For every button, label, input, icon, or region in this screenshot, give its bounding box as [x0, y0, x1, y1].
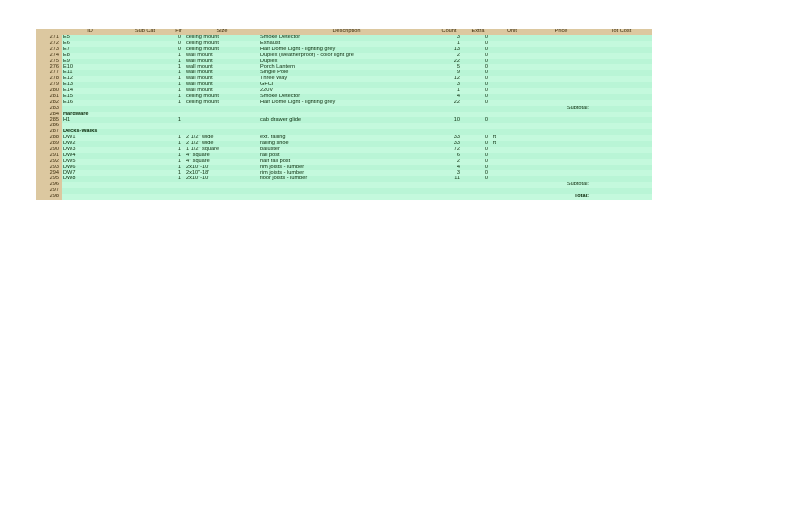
cell-id[interactable]	[62, 194, 118, 200]
cell-description[interactable]: Exhaust	[259, 41, 434, 47]
cell-size[interactable]: 1 1/2" square	[185, 147, 259, 153]
cell-count[interactable]: 3	[434, 35, 464, 41]
cell-floor[interactable]: 1	[172, 141, 185, 147]
cell-size[interactable]: ceiling mount	[185, 94, 259, 100]
cell-extra[interactable]: 0	[464, 100, 492, 106]
cell-id[interactable]: E16	[62, 100, 118, 106]
cell-description[interactable]: cab drawer glide	[259, 117, 434, 123]
cell-totcost[interactable]	[590, 194, 652, 200]
cell-extra[interactable]: 0	[464, 159, 492, 165]
cell-count[interactable]: 33	[434, 135, 464, 141]
col-subcat-header: Sub Cat	[118, 29, 172, 35]
cell-description[interactable]: Duplex (weatherproof) - color light gre	[259, 53, 434, 59]
cell-floor[interactable]	[172, 194, 185, 200]
cell-id[interactable]: H1	[62, 117, 118, 123]
row-number: 285	[36, 117, 62, 123]
cell-description[interactable]: Three Way	[259, 76, 434, 82]
row-number: 292	[36, 159, 62, 165]
row-number: 278	[36, 76, 62, 82]
cell-floor[interactable]: 1	[172, 59, 185, 65]
cell-size[interactable]: 2 1/2" wide	[185, 141, 259, 147]
row-number: 286	[36, 123, 62, 129]
row-number: 290	[36, 147, 62, 153]
cell-description[interactable]: rim joists - lumber	[259, 165, 434, 171]
cell-price[interactable]: Subtotal:	[532, 182, 590, 188]
cell-extra[interactable]: 0	[464, 94, 492, 100]
row-number: 298	[36, 194, 62, 200]
cell-id[interactable]: E12	[62, 76, 118, 82]
row-number: 283	[36, 106, 62, 112]
cell-floor[interactable]: 1	[172, 94, 185, 100]
cell-size[interactable]: wall mount	[185, 53, 259, 59]
col-size-header: Size	[185, 29, 259, 35]
cell-description[interactable]: baluster	[259, 147, 434, 153]
col-price-header: Price	[532, 29, 590, 35]
row-number: 288	[36, 135, 62, 141]
cell-extra[interactable]: 0	[464, 64, 492, 70]
cell-floor[interactable]: 1	[172, 100, 185, 106]
cell-id[interactable]: E8	[62, 53, 118, 59]
cell-id[interactable]: E11	[62, 70, 118, 76]
cell-floor[interactable]: 1	[172, 117, 185, 123]
cell-extra[interactable]: 0	[464, 76, 492, 82]
cell-extra[interactable]: 0	[464, 147, 492, 153]
row-number: 277	[36, 70, 62, 76]
cell-id[interactable]: E14	[62, 88, 118, 94]
cell-size[interactable]: 4" square	[185, 153, 259, 159]
cell-size[interactable]: ceiling mount	[185, 100, 259, 106]
cell-description[interactable]: rim joists - lumber	[259, 170, 434, 176]
cell-id[interactable]: E15	[62, 94, 118, 100]
cell-description[interactable]: half rail post	[259, 159, 434, 165]
cell-count[interactable]: 5	[434, 64, 464, 70]
cell-size[interactable]: 2x10"-10'	[185, 176, 259, 182]
cell-description[interactable]: Smoke Detector	[259, 35, 434, 41]
cell-floor[interactable]: 1	[172, 53, 185, 59]
cell-count[interactable]: 3	[434, 170, 464, 176]
cell-extra[interactable]: 0	[464, 117, 492, 123]
cell-count[interactable]: 11	[434, 176, 464, 182]
cell-count[interactable]: 1	[434, 88, 464, 94]
cell-floor[interactable]: 1	[172, 170, 185, 176]
cell-count[interactable]: 72	[434, 147, 464, 153]
cell-id[interactable]: DW4	[62, 153, 118, 159]
cell-id[interactable]: Decks-Walks	[62, 129, 118, 135]
cell-floor[interactable]: 0	[172, 35, 185, 41]
cell-extra[interactable]: 0	[464, 41, 492, 47]
cell-unit[interactable]: ft	[492, 135, 532, 141]
cell-description[interactable]: Porch Lantern	[259, 64, 434, 70]
row-number: 281	[36, 94, 62, 100]
cell-size[interactable]: ceiling mount	[185, 35, 259, 41]
cell-count[interactable]: 2	[434, 53, 464, 59]
cell-count[interactable]: 22	[434, 59, 464, 65]
row-number: 279	[36, 82, 62, 88]
cell-id[interactable]: DW6	[62, 165, 118, 171]
cell-extra[interactable]: 0	[464, 135, 492, 141]
table-row	[36, 194, 652, 200]
cell-extra[interactable]: 0	[464, 82, 492, 88]
row-number: 287	[36, 129, 62, 135]
cell-description[interactable]: rail post	[259, 153, 434, 159]
col-id-header: ID	[62, 29, 118, 35]
cell-description[interactable]: railing shoe	[259, 141, 434, 147]
row-number: 276	[36, 64, 62, 70]
cell-size[interactable]	[185, 194, 259, 200]
cell-floor[interactable]: 0	[172, 47, 185, 53]
row-number: 295	[36, 176, 62, 182]
cell-description[interactable]: Single Pole	[259, 70, 434, 76]
cell-extra[interactable]: 0	[464, 35, 492, 41]
cell-extra[interactable]	[464, 194, 492, 200]
cell-id[interactable]: DW8	[62, 176, 118, 182]
row-number: 271	[36, 35, 62, 41]
cell-id[interactable]: Hardware	[62, 112, 118, 118]
cell-description[interactable]: Half Dome Light - lighting grey	[259, 47, 434, 53]
row-number: 275	[36, 59, 62, 65]
row-number: 291	[36, 153, 62, 159]
cell-floor[interactable]: 1	[172, 135, 185, 141]
cell-description[interactable]: Half Dome Light - lighting grey	[259, 100, 434, 106]
cell-count[interactable]: 10	[434, 117, 464, 123]
col-flr-header: Flr	[172, 29, 185, 35]
cell-subcat[interactable]	[118, 194, 172, 200]
cell-unit[interactable]: ft	[492, 141, 532, 147]
cell-count[interactable]: 33	[434, 141, 464, 147]
row-number: 282	[36, 100, 62, 106]
cell-count[interactable]	[434, 194, 464, 200]
cell-description[interactable]: 220V	[259, 88, 434, 94]
cell-extra[interactable]: 0	[464, 170, 492, 176]
cell-size[interactable]: wall mount	[185, 88, 259, 94]
cell-price[interactable]: Subtotal:	[532, 106, 590, 112]
cell-floor[interactable]: 1	[172, 176, 185, 182]
cell-extra[interactable]: 0	[464, 47, 492, 53]
cell-count[interactable]: 1	[434, 41, 464, 47]
cell-id[interactable]: E5	[62, 35, 118, 41]
cell-count[interactable]: 3	[434, 82, 464, 88]
cell-size[interactable]: ceiling mount	[185, 41, 259, 47]
col-extra-header: Extra	[464, 29, 492, 35]
cell-id[interactable]: DW5	[62, 159, 118, 165]
cell-id[interactable]: E10	[62, 64, 118, 70]
cell-extra[interactable]: 0	[464, 59, 492, 65]
cell-id[interactable]: E9	[62, 59, 118, 65]
cell-size[interactable]: 2x10"-10'	[185, 165, 259, 171]
cell-floor[interactable]: 1	[172, 165, 185, 171]
cell-id[interactable]: E6	[62, 41, 118, 47]
cell-extra[interactable]: 0	[464, 88, 492, 94]
cell-count[interactable]: 6	[434, 153, 464, 159]
cell-floor[interactable]: 1	[172, 82, 185, 88]
cell-extra[interactable]: 0	[464, 53, 492, 59]
cell-floor[interactable]: 0	[172, 41, 185, 47]
row-number: 293	[36, 165, 62, 171]
row-number: 289	[36, 141, 62, 147]
cell-size[interactable]: wall mount	[185, 70, 259, 76]
cell-size[interactable]: ceiling mount	[185, 47, 259, 53]
cell-unit[interactable]	[492, 194, 532, 200]
cell-id[interactable]: E7	[62, 47, 118, 53]
cell-count[interactable]: 4	[434, 165, 464, 171]
cell-id[interactable]: DW2	[62, 141, 118, 147]
row-number: 297	[36, 188, 62, 194]
cell-id[interactable]: DW3	[62, 147, 118, 153]
row-number: 284	[36, 112, 62, 118]
cell-description[interactable]	[259, 194, 434, 200]
cell-count[interactable]: 22	[434, 100, 464, 106]
cell-id[interactable]: DW1	[62, 135, 118, 141]
cell-count[interactable]: 12	[434, 76, 464, 82]
cell-size[interactable]: wall mount	[185, 82, 259, 88]
row-number: 296	[36, 182, 62, 188]
col-description-header: Description	[259, 29, 434, 35]
cell-id[interactable]: DW7	[62, 170, 118, 176]
cell-size[interactable]: wall mount	[185, 64, 259, 70]
cell-floor[interactable]: 1	[172, 159, 185, 165]
cell-count[interactable]: 4	[434, 94, 464, 100]
cell-size[interactable]: 4" square	[185, 159, 259, 165]
row-number: 274	[36, 53, 62, 59]
cell-description[interactable]: floor joists - lumber	[259, 176, 434, 182]
cell-floor[interactable]: 1	[172, 88, 185, 94]
cell-floor[interactable]: 1	[172, 147, 185, 153]
row-number: 272	[36, 41, 62, 47]
cell-description[interactable]: ext. railing	[259, 135, 434, 141]
cell-extra[interactable]: 0	[464, 141, 492, 147]
cell-extra[interactable]: 0	[464, 153, 492, 159]
cell-extra[interactable]: 0	[464, 176, 492, 182]
row-number: 280	[36, 88, 62, 94]
cell-floor[interactable]: 1	[172, 76, 185, 82]
cell-count[interactable]: 2	[434, 159, 464, 165]
cell-description[interactable]: GFCI	[259, 82, 434, 88]
cell-floor[interactable]: 1	[172, 153, 185, 159]
row-number: 294	[36, 170, 62, 176]
cell-description[interactable]: Duplex	[259, 59, 434, 65]
cell-price[interactable]: Total:	[532, 194, 590, 200]
col-unit-header: Unit	[492, 29, 532, 35]
cell-count[interactable]: 9	[434, 70, 464, 76]
cell-size[interactable]: wall mount	[185, 59, 259, 65]
row-number: 273	[36, 47, 62, 53]
col-totcost-header: Tot Cost	[590, 29, 652, 35]
cell-count[interactable]: 13	[434, 47, 464, 53]
cell-floor[interactable]: 1	[172, 70, 185, 76]
spreadsheet-grid	[36, 29, 652, 200]
cell-description[interactable]: Smoke Detector	[259, 94, 434, 100]
cell-id[interactable]: E13	[62, 82, 118, 88]
cell-size[interactable]: 2x10"-18'	[185, 170, 259, 176]
cell-extra[interactable]: 0	[464, 70, 492, 76]
cell-size[interactable]: wall mount	[185, 76, 259, 82]
col-count-header: Count	[434, 29, 464, 35]
cell-floor[interactable]: 1	[172, 64, 185, 70]
cell-size[interactable]: 2 1/2" wide	[185, 135, 259, 141]
cell-extra[interactable]: 0	[464, 165, 492, 171]
